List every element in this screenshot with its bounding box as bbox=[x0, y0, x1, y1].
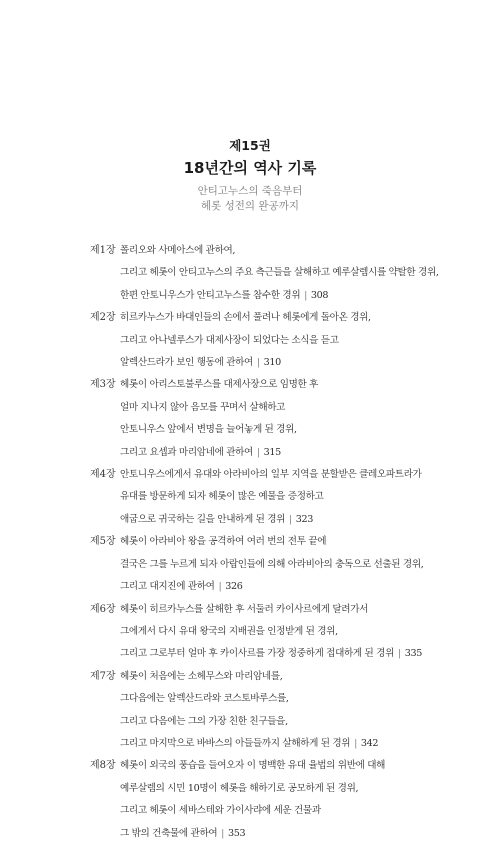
page-separator: | bbox=[256, 358, 260, 369]
chapter-title-line bbox=[120, 778, 460, 800]
chapter-title-text: 결국은 그를 누르게 되자 아랍인들에 의해 아라비아의 충독으로 선출된 경위, bbox=[120, 558, 424, 570]
chapter-title-text: 그리고 요셉과 마리암네에 관하여 bbox=[120, 446, 253, 458]
chapter-title-text: 그 밖의 건축물에 관하여 bbox=[120, 827, 218, 839]
subtitle-line: 안티고누스의 죽음부터 bbox=[197, 185, 303, 197]
chapter-number: 제2장 bbox=[90, 312, 116, 324]
chapter-title-text: 헤롯이 아리스토불루스를 대제사장으로 임명한 후 bbox=[120, 379, 319, 391]
page-number: 310 bbox=[263, 357, 281, 369]
chapter-title-text: 한편 안토니우스가 안티고누스를 참수한 경위 bbox=[120, 289, 301, 301]
chapter-title-text: 유대를 방문하게 되자 헤롯이 많은 예물을 증정하고 bbox=[120, 491, 324, 503]
chapter-title-text: 얼마 지나지 않아 음모를 꾸며서 살해하고 bbox=[120, 401, 286, 413]
chapter-title-text: 그에게서 다시 유대 왕국의 지배권을 인정받게 된 경위, bbox=[120, 625, 338, 637]
chapter-title-text: 폴리오와 사메아스에 관하여, bbox=[120, 245, 236, 256]
toc-entry bbox=[90, 464, 460, 531]
page-title: 18년간의 역사 기록 bbox=[183, 159, 317, 177]
chapter-title-text: 그리고 아나넬루스가 대제사장이 되었다는 소식을 듣고 bbox=[120, 334, 339, 346]
chapter-title-text: 안토니우스에게서 유대와 아라비아의 일부 지역을 분할받은 클레오파트라가 bbox=[120, 469, 422, 481]
chapter-title-line bbox=[120, 800, 460, 822]
page-number: 315 bbox=[263, 446, 281, 458]
page-number: 342 bbox=[360, 737, 379, 749]
chapter-title-text: 그리고 헤롯이 안티고누스의 주요 측근들을 살해하고 예루살렘시를 약탈한 경위, bbox=[120, 267, 439, 279]
chapter-title-line bbox=[120, 666, 460, 688]
chapter-title-text: 헤롯이 히르카누스를 살해한 후 서둘러 카이사르에게 달려가서 bbox=[120, 603, 369, 615]
page-separator: | bbox=[218, 582, 222, 593]
chapter-title-line bbox=[120, 285, 460, 307]
chapter-title-line bbox=[120, 307, 460, 329]
chapter-title-text: 그리고 헤롯이 세바스테와 가이사랴에 세운 건물과 bbox=[120, 805, 321, 817]
chapter-title-line bbox=[120, 599, 460, 621]
chapter-title-line bbox=[120, 823, 460, 845]
page-number: 335 bbox=[404, 648, 422, 660]
chapter-title-text: 그리고 마지막으로 바바스의 아들들까지 살해하게 된 경위 bbox=[120, 737, 351, 749]
chapter-title-line bbox=[120, 688, 460, 710]
chapter-title-text: 히르카누스가 바대인들의 손에서 풀려나 헤롯에게 돌아온 경위, bbox=[120, 312, 371, 324]
subtitle-line: 헤롯 성전의 완공까지 bbox=[201, 200, 299, 212]
chapter-title-text: 알렉산드라가 보인 행동에 관하여 bbox=[120, 357, 253, 369]
page-separator: | bbox=[354, 738, 357, 749]
chapter-title-text: 그리고 그로부터 얼마 후 카이사르를 가장 정중하게 접대하게 된 경위 bbox=[120, 648, 394, 660]
chapter-title-line bbox=[120, 397, 460, 419]
chapter-number: 제4장 bbox=[90, 469, 116, 481]
chapter-title-line bbox=[120, 464, 460, 486]
chapter-title-text: 그다음에는 알렉산드라와 코스토바루스를, bbox=[120, 693, 289, 705]
page-number: 326 bbox=[225, 581, 243, 593]
page-separator: | bbox=[398, 649, 401, 660]
chapter-title-line bbox=[120, 531, 460, 553]
chapter-title-line bbox=[120, 711, 460, 733]
page-separator: | bbox=[289, 514, 292, 525]
chapter-title-line bbox=[120, 486, 460, 508]
page-number: 323 bbox=[295, 513, 314, 525]
toc-entry bbox=[90, 307, 460, 374]
chapter-title-text: 예루살렘의 시민 10명이 헤롯을 해하기로 공모하게 된 경위, bbox=[120, 782, 359, 794]
chapter-title-text: 안토니우스 앞에서 변명을 늘어놓게 된 경위, bbox=[120, 424, 297, 436]
toc-entry bbox=[90, 666, 460, 756]
chapter-title-line bbox=[120, 442, 460, 464]
toc-entry bbox=[90, 374, 460, 464]
chapter-number: 제5장 bbox=[90, 536, 116, 548]
page-number: 308 bbox=[310, 289, 329, 301]
chapter-title-line bbox=[120, 643, 460, 665]
chapter-number: 제8장 bbox=[90, 760, 116, 772]
page-separator: | bbox=[304, 290, 307, 301]
chapter-title-line bbox=[120, 733, 460, 755]
page-separator: | bbox=[256, 447, 260, 458]
chapter-title-text: 헤롯이 처음에는 소헤무스와 마리암네를, bbox=[120, 670, 283, 682]
chapter-title-line bbox=[120, 330, 460, 352]
table-of-contents bbox=[90, 240, 460, 845]
chapter-number: 제7장 bbox=[90, 670, 116, 682]
chapter-title-line bbox=[120, 576, 460, 598]
chapter-title-line bbox=[120, 509, 460, 531]
chapter-title-line bbox=[120, 262, 460, 284]
chapter-title-text: 애굽으로 귀국하는 길을 안내하게 된 경위 bbox=[120, 513, 286, 525]
page-number: 353 bbox=[227, 827, 246, 839]
chapter-title-line bbox=[120, 621, 460, 643]
chapter-title-text: 그리고 다음에는 그의 가장 친한 친구들을, bbox=[120, 715, 288, 727]
chapter-number: 제1장 bbox=[90, 245, 116, 256]
chapter-number: 제6장 bbox=[90, 603, 116, 615]
chapter-title-line bbox=[120, 374, 460, 396]
toc-entry bbox=[90, 755, 460, 845]
page-separator: | bbox=[221, 828, 224, 839]
toc-entry bbox=[90, 240, 460, 307]
toc-entry bbox=[90, 599, 460, 666]
chapter-title-line bbox=[120, 240, 460, 262]
chapter-title-line bbox=[120, 755, 460, 777]
volume-heading: 제15권 bbox=[229, 138, 271, 153]
chapter-title-line bbox=[120, 352, 460, 374]
toc-entry bbox=[90, 531, 460, 598]
chapter-title-line bbox=[120, 554, 460, 576]
chapter-title-text: 헤롯이 아라비아 왕을 공격하여 여러 번의 전투 끝에 bbox=[120, 536, 327, 548]
chapter-title-text: 그리고 대지진에 관하여 bbox=[120, 581, 215, 593]
chapter-title-line bbox=[120, 419, 460, 441]
chapter-number: 제3장 bbox=[90, 379, 116, 391]
chapter-title-text: 헤롯이 외국의 풍습을 들여오자 이 명백한 유대 율법의 위반에 대해 bbox=[120, 760, 386, 772]
